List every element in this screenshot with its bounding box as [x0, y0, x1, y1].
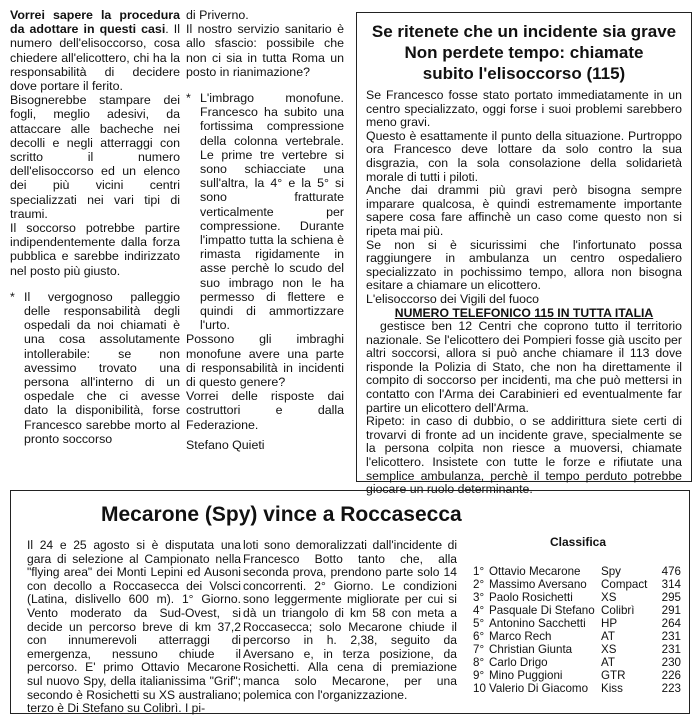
rank-cell: 7°: [473, 643, 485, 656]
pilot-name-cell: Antonino Sacchetti: [489, 617, 586, 630]
elisoccorso-box: [356, 12, 692, 497]
classifica-row: [473, 604, 681, 617]
rank-cell: 9°: [473, 669, 485, 682]
points-cell: 223: [661, 682, 681, 695]
race-headline: Mecarone (Spy) vince a Roccasecca: [101, 503, 462, 526]
paragraph: di Priverno.: [186, 8, 249, 22]
bullet-paragraph: [10, 290, 180, 446]
glider-cell: XS: [601, 643, 617, 656]
classifica-table: [473, 565, 681, 695]
race-report-box: [10, 490, 690, 714]
paragraph: Anche dai drammi più gravi però bisogna sempre imparare qualcosa, è quindi estremamente importante sapere cosa fare affinchè un caso come questo non si ripeta mai più.: [366, 183, 682, 238]
pilot-name-cell: Christian Giunta: [489, 643, 573, 656]
classifica-row: [473, 578, 681, 591]
paragraph: Se non si è sicurissimi che l'infortunato possa raggiungere in ambulanza un centro ospedaliero specializzato in pochissimo tempo, allora non bisogna esitare a chiamare un elicottero.: [366, 237, 682, 293]
paragraph: Il soccorso potrebbe partire indipendentemente dalla forza pubblica e sarebbe indirizzato nel posto più giusto.: [10, 221, 180, 278]
paragraph: gestisce ben 12 Centri che coprono tutto il territorio nazionale. Se l'elicottero dei Pompieri fosse già uscito per altri soccorsi, allora si può anche chiamare il 113 dove risponde la Polizia di Stato, che non ha direttamente il compito di soccorso per incidenti, ma che può mettersi in contatto con l'Arma dei Carabinieri ed eventualmente far partire un elicottero dell'Arma.: [366, 319, 682, 415]
pilot-name-cell: Mino Puggioni: [489, 669, 563, 682]
bullet-paragraph: [186, 91, 344, 332]
points-cell: 231: [661, 643, 681, 656]
glider-cell: HP: [601, 617, 618, 630]
bullet-text: L'imbrago monofune. Francesco ha subito una fortissima compressione della colonna vertebrale. Le prime tre vertebre si sono schiacciate una sull'altra, la 4° e la 5° si sono fratturate verticalmente per compressione. Durante l'impatto tutta la schiena è rimasta rigidamente in asse perchè lo scudo del suo imbrago non le ha permesso di flettere e quindi di ammortizzare l'urto.: [200, 91, 344, 333]
glider-cell: Spy: [601, 565, 621, 578]
glider-cell: AT: [601, 630, 615, 643]
classifica-panel: [473, 535, 683, 695]
rank-cell: 10: [473, 682, 486, 695]
intro-rest: . Il numero dell'elisoccorso, cosa chiedere all'elicottero, chi ha la responsabilità di decidere dove portare il ferito.: [10, 22, 180, 94]
pilot-name-cell: Carlo Drigo: [489, 656, 548, 669]
points-cell: 231: [661, 630, 681, 643]
paragraph: Il 24 e 25 agosto si è disputata una gara di selezione al Campionato nella "flying area" dei Monti Lepini ed Ausoni con decollo a Roccasecca dei Volsci (Latina, dislivello 600 m). 1° Giorno. Vento moderato da Sud-Ovest, si decide un percorso breve di km 37,2 con innumerevoli atterraggi di emergenza, nessuno chiude il percorso. E' primo Ottavio Mecarone sul nuovo Spy, della italianissima "Grif"; secondo è Rosichetti su XS australiano; terzo è Di Stefano su Colibrì. I pi-: [27, 538, 241, 716]
rank-cell: 1°: [473, 565, 485, 578]
points-cell: 314: [661, 578, 681, 591]
points-cell: 230: [661, 656, 681, 669]
pilot-name-cell: Pasquale Di Stefano: [489, 604, 595, 617]
glider-cell: XS: [601, 591, 617, 604]
asterisk-marker: *: [186, 91, 191, 106]
rank-cell: 8°: [473, 656, 485, 669]
classifica-row: [473, 669, 681, 682]
bullet-text: Il vergognoso palleggio delle responsabilità degli ospedali da noi chiamati è una cosa assolutamente intollerabile: se non avessimo trovato una persona all'interno di un ospedale che ci avesse dato la disponibilità, forse Francesco sarebbe morto al pronto soccorso: [24, 289, 180, 446]
paragraph: Vorrei delle risposte dai costruttori e dalla Federazione.: [186, 389, 344, 432]
signature: Stefano Quieti: [186, 437, 265, 452]
classifica-row: [473, 617, 681, 630]
pilot-name-cell: Valerio Di Giacomo: [489, 682, 589, 695]
phone-number-heading: NUMERO TELEFONICO 115 IN TUTTA ITALIA: [394, 305, 654, 320]
pilot-name-cell: Ottavio Mecarone: [489, 565, 581, 578]
paragraph: Ripeto: in caso di dubbio, o se addirittura siete certi di trovarvi di fronte ad un incidente grave, specialmente se la persona colpita non riesce a muoversi, chiamate l'elicottero. Insistete con tutte le forze e rifiutate una semplice ambulanza, perchè il tempo perduto potrebbe giocare un ruolo determinante.: [366, 414, 682, 497]
paragraph: L'elisoccorso dei Vigili del fuoco: [366, 291, 540, 306]
points-cell: 264: [661, 617, 681, 630]
rank-cell: 5°: [473, 617, 485, 630]
asterisk-marker: *: [10, 289, 15, 304]
points-cell: 291: [661, 604, 681, 617]
classifica-row: [473, 565, 681, 578]
paragraph: loti sono demoralizzati dall'incidente di Francesco Botto tanto che, alla seconda prova, prendono parte solo 14 concorrenti. 2° Giorno. Le condizioni sono leggermente migliorate per cui si dà un triangolo di km 58 con meta a Roccasecca; solo Mecarone chiude il percorso in h. 2,38, seguito da Aversano e, in terza posizione, da Rosichetti. Alla cena di premiazione manca solo Mecarone, per una polemica con l'organizzazione.: [243, 538, 457, 702]
box-title: [366, 21, 682, 84]
letter-column-1: [10, 8, 180, 446]
points-cell: 295: [661, 591, 681, 604]
intro-question: Vorrei sapere la procedura da adottare in questi casi: [10, 8, 180, 37]
classifica-row: [473, 656, 681, 669]
paragraph: Se Francesco fosse stato portato immediatamente in un centro specializzato, oggi forse i suoi problemi sarebbero meno gravi.: [366, 88, 682, 130]
pilot-name-cell: Marco Rech: [489, 630, 552, 643]
race-column-2: [243, 539, 457, 702]
box-title-line-3: subito l'elisoccorso (115): [422, 64, 626, 83]
glider-cell: Kiss: [601, 682, 623, 695]
paragraph: Il nostro servizio sanitario è allo sfascio: possibile che non ci sia in tutta Roma un posto in rianimazione?: [186, 22, 344, 79]
pilot-name-cell: Massimo Aversano: [489, 578, 587, 591]
classifica-row: [473, 630, 681, 643]
glider-cell: AT: [601, 656, 615, 669]
points-cell: 226: [661, 669, 681, 682]
pilot-name-cell: Paolo Rosichetti: [489, 591, 573, 604]
paragraph: Bisognerebbe stampare dei fogli, meglio adesivi, da attaccare alle bacheche nei decolli e negli atterraggi con scritto il numero dell'elisoccorso ed un elenco dei più vicini centri specializzati nei vari tipi di traumi.: [10, 93, 180, 221]
rank-cell: 6°: [473, 630, 485, 643]
classifica-row: [473, 643, 681, 656]
rank-cell: 3°: [473, 591, 485, 604]
paragraph: Possono gli imbraghi monofune avere una parte di responsabilità in incidenti di questo genere?: [186, 332, 344, 390]
race-column-1: [27, 539, 241, 716]
classifica-title: Classifica: [549, 535, 607, 549]
points-cell: 476: [661, 565, 681, 578]
rank-cell: 2°: [473, 578, 485, 591]
box-title-line-1: Se ritenete che un incidente sia grave: [371, 22, 677, 41]
glider-cell: Colibrì: [601, 604, 635, 617]
box-body: [366, 89, 682, 497]
classifica-row: [473, 591, 681, 604]
box-title-line-2: Non perdete tempo: chiamate: [404, 43, 644, 62]
glider-cell: Compact: [601, 578, 648, 591]
rank-cell: 4°: [473, 604, 485, 617]
intro-paragraph: [10, 8, 180, 93]
paragraph: Questo è esattamente il punto della situazione. Purtroppo ora Francesco deve lottare da solo contro la sua disgrazia, con la sola consolazione della solidarietà morale di tutti i piloti.: [366, 128, 682, 184]
letter-column-2: [186, 8, 344, 452]
classifica-row: [473, 682, 681, 695]
glider-cell: GTR: [601, 669, 626, 682]
